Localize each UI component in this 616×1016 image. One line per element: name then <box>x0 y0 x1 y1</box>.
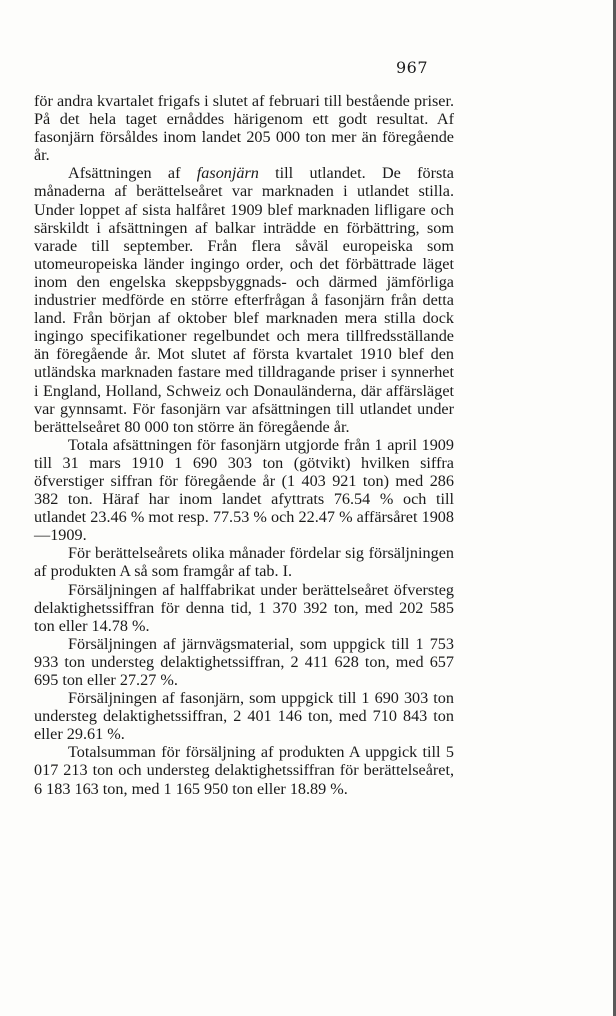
paragraph <box>34 92 454 164</box>
paragraph <box>34 689 454 743</box>
paragraph-text: till utlandet. De första månaderna af berättelseåret var marknaden i utlandet stilla. Under loppet af sista halfåret 1909 blef marknaden lifligare och särskildt i afsättningen af balkar inträdde en förbättring, som varade till september. Från flera såväl europeiska som utomeuropeiska länder ingingo order, och det förbättrade läget inom den engelska skeppsbyggnads- och därmed jämförliga industrier medförde en större efterfrågan å fasonjärn från detta land. Från början af oktober blef marknaden mera stilla dock ingingo specifikationer regelbundet och mera tillfredsställande än föregående år. Mot slutet af första kvartalet 1910 blef den utländska marknaden fastare med tilldragande priser i synnerhet i England, Holland, Schweiz och Donauländerna, där affärsläget var gynnsamt. För fasonjärn var afsättningen till utlandet under berättelseåret 80 000 ton större än föregående år. <box>34 164 454 436</box>
paragraph <box>34 544 454 580</box>
paragraph-text: Afsättningen af <box>68 164 197 183</box>
paragraph-text: Totala afsättningen för fasonjärn utgjorde från 1 april 1909 till 31 mars 1910 1 690 303 ton (götvikt) hvilken siffra öfverstiger siffran för föregående år (1 403 921 ton) med 286 382 ton. Häraf har inom landet afyttrats 76.54 % och till utlandet 23.46 % mot resp. 77.53 % och 22.47 % affärsåret 1908—1909. <box>34 435 454 545</box>
body-text <box>34 92 454 798</box>
paragraph <box>34 581 454 635</box>
paragraph <box>34 436 454 545</box>
paragraph-text: Försäljningen af järnvägsmaterial, som uppgick till 1 753 933 ton understeg delaktighetssiffran, 2 411 628 ton, med 657 695 ton eller 27.27 %. <box>34 634 454 689</box>
paragraph <box>34 743 454 797</box>
paragraph-text: Försäljningen af fasonjärn, som uppgick till 1 690 303 ton understeg delaktighetssiffran, 2 401 146 ton, med 710 843 ton eller 29.61 %. <box>34 689 454 744</box>
paragraph-text: Försäljningen af halffabrikat under berättelseåret öfversteg delaktighetssiffran för denna tid, 1 370 392 ton, med 202 585 ton eller 14.78 %. <box>34 580 454 635</box>
paragraph-text: för andra kvartalet frigafs i slutet af februari till bestående priser. På det hela taget ernåddes härigenom ett godt resultat. Af fasonjärn försåldes inom landet 205 000 ton mer än föregående år. <box>34 92 454 165</box>
paragraph-text: Totalsumman för försäljning af produkten A uppgick till 5 017 213 ton och understeg delaktighetssiffran för berättelseåret, 6 183 163 ton, med 1 165 950 ton eller 18.89 %. <box>34 743 454 798</box>
emphasized-term: fasonjärn <box>196 164 259 183</box>
paragraph <box>34 635 454 689</box>
page-number: 967 <box>396 58 429 77</box>
paragraph-text: För berättelseårets olika månader fördelar sig försäljningen af produkten A så som framgår af tab. I. <box>34 544 454 581</box>
paragraph <box>34 164 454 435</box>
